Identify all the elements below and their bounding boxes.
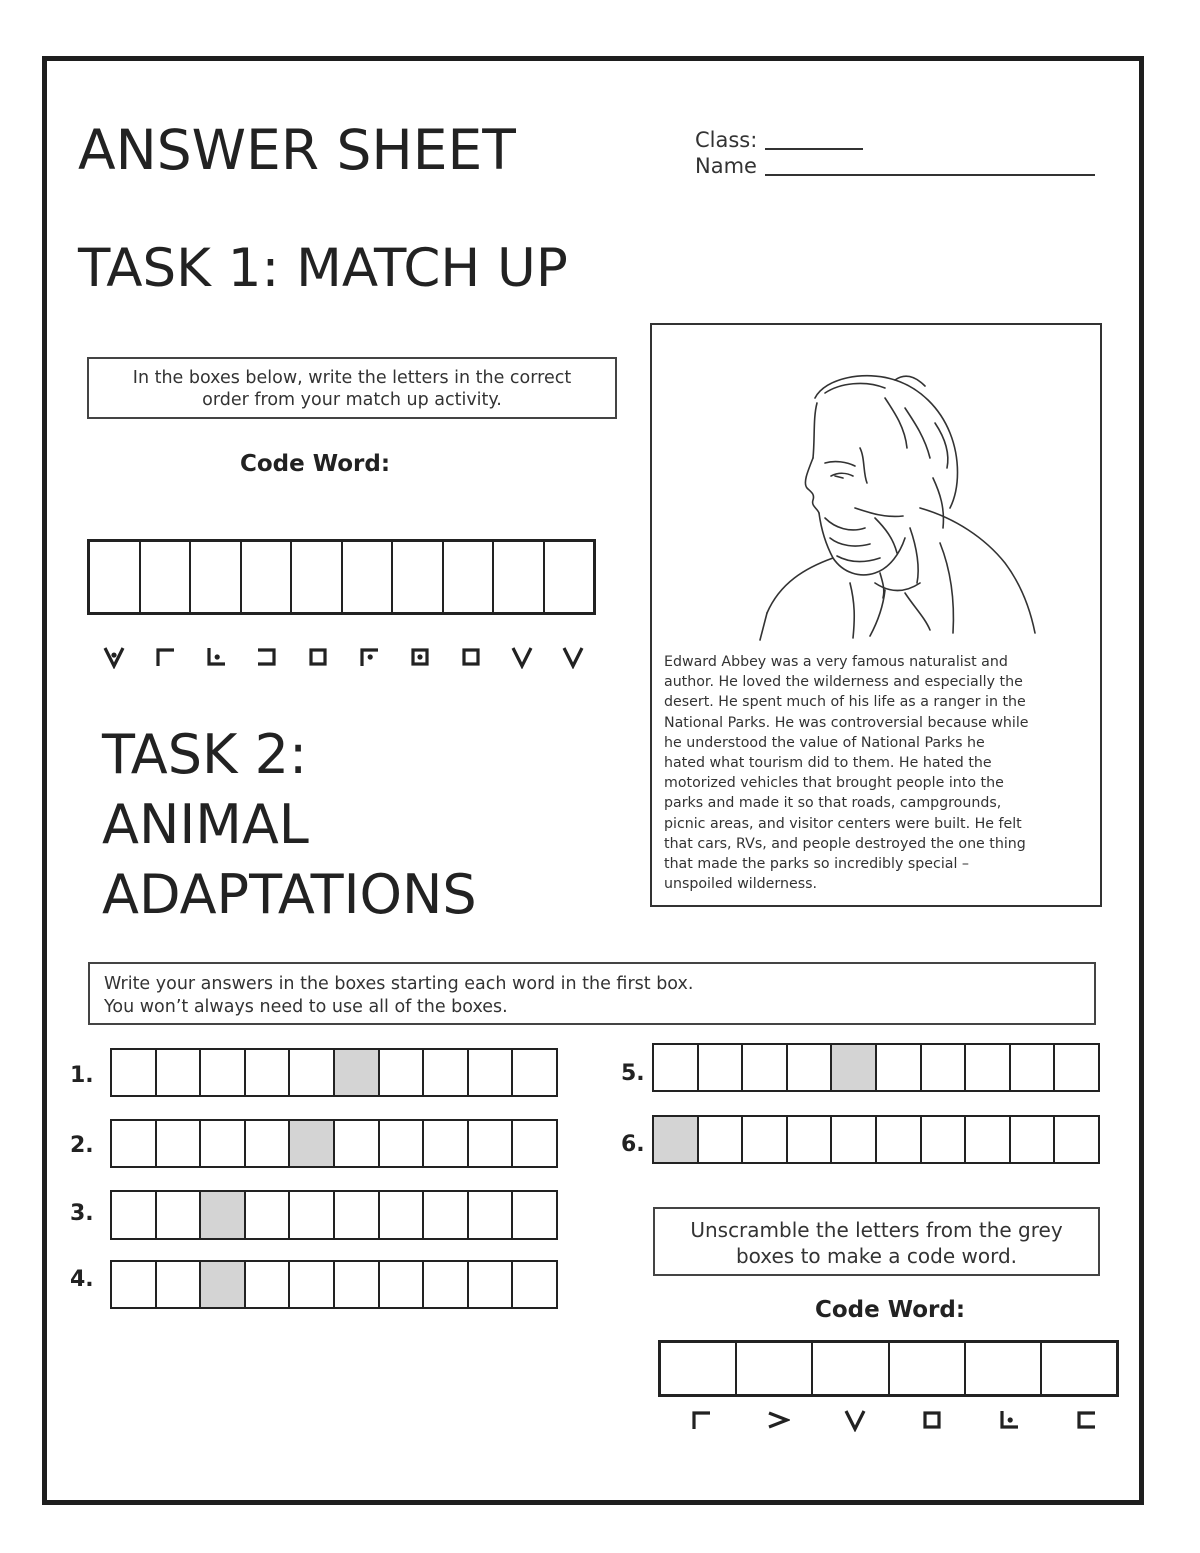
cipher-bracket-left-icon: [1074, 1408, 1098, 1432]
answer-row-number: 4.: [70, 1267, 94, 1292]
profile-text-line: picnic areas, and visitor centers were built. He felt: [664, 815, 1022, 832]
letter-box[interactable]: [513, 1192, 556, 1238]
letter-box[interactable]: [877, 1045, 922, 1090]
answer-row-number: 3.: [70, 1201, 94, 1226]
letter-box[interactable]: [513, 1121, 556, 1166]
letter-box[interactable]: [380, 1121, 425, 1166]
profile-text-line: that cars, RVs, and people destroyed the one thing: [664, 835, 1026, 852]
answer-row-number: 5.: [621, 1061, 645, 1086]
letter-box[interactable]: [545, 542, 594, 612]
profile-text-line: motorized vehicles that brought people into the: [664, 775, 1004, 792]
task2-code-cells: [658, 1340, 1119, 1397]
answer-row-4: [110, 1260, 558, 1309]
task2-title-line3: ADAPTATIONS: [102, 863, 477, 926]
task1-instruction-line1: In the boxes below, write the letters in the correct: [132, 368, 572, 388]
profile-text-line: parks and made it so that roads, campgrounds,: [664, 795, 1002, 812]
name-field: [695, 154, 757, 178]
letter-box[interactable]: [246, 1050, 291, 1095]
letter-box[interactable]: [469, 1192, 514, 1238]
profile-text-line: desert. He spent much of his life as a ranger in the: [664, 694, 1026, 711]
letter-box[interactable]: [246, 1121, 291, 1166]
page-title: ANSWER SHEET: [78, 118, 516, 182]
cipher-square-icon: [306, 645, 330, 669]
cipher-v-icon: [561, 645, 585, 669]
task1-title: TASK 1: MATCH UP: [78, 238, 568, 299]
task2-title-line1: TASK 2:: [102, 723, 308, 786]
letter-box[interactable]: [246, 1192, 291, 1238]
letter-box[interactable]: [157, 1050, 202, 1095]
task2-instruction-box: [88, 962, 1096, 1025]
answer-row-number: 6.: [621, 1132, 645, 1157]
letter-box[interactable]: [380, 1192, 425, 1238]
grey-letter-box[interactable]: [290, 1121, 335, 1166]
letter-box[interactable]: [343, 542, 394, 612]
unscramble-line1: Unscramble the letters from the grey: [690, 1218, 1063, 1242]
letter-box[interactable]: [424, 1192, 469, 1238]
letter-box[interactable]: [469, 1050, 514, 1095]
portrait-illustration: [755, 368, 1055, 648]
letter-box[interactable]: [112, 1121, 157, 1166]
name-input-line[interactable]: [765, 174, 1095, 176]
letter-box[interactable]: [743, 1117, 788, 1162]
profile-text-line: Edward Abbey was a very famous naturalist and: [664, 654, 1008, 670]
letter-box[interactable]: [469, 1262, 514, 1307]
letter-box[interactable]: [157, 1121, 202, 1166]
letter-box[interactable]: [737, 1343, 813, 1394]
letter-box[interactable]: [157, 1192, 202, 1238]
letter-box[interactable]: [469, 1121, 514, 1166]
letter-box[interactable]: [513, 1050, 556, 1095]
letter-box[interactable]: [112, 1192, 157, 1238]
letter-box[interactable]: [1042, 1343, 1116, 1394]
letter-box[interactable]: [191, 542, 242, 612]
letter-box[interactable]: [743, 1045, 788, 1090]
letter-box[interactable]: [877, 1117, 922, 1162]
profile-text-line: that made the parks so incredibly special –: [664, 856, 969, 873]
answer-row-5: [652, 1043, 1100, 1092]
cipher-v-icon: [510, 645, 534, 669]
answer-row-2: [110, 1119, 558, 1168]
cipher-chevron-right-icon: [766, 1408, 790, 1432]
unscramble-box: [653, 1207, 1100, 1276]
grey-letter-box[interactable]: [654, 1117, 699, 1162]
letter-box[interactable]: [788, 1045, 833, 1090]
letter-box[interactable]: [290, 1262, 335, 1307]
letter-box[interactable]: [141, 542, 192, 612]
letter-box[interactable]: [966, 1117, 1011, 1162]
answer-row-number: 1.: [70, 1063, 94, 1088]
task2-instruction-line2: You won’t always need to use all of the boxes.: [104, 997, 508, 1017]
letter-box[interactable]: [424, 1121, 469, 1166]
answer-row-number: 2.: [70, 1133, 94, 1158]
letter-box[interactable]: [335, 1121, 380, 1166]
letter-box[interactable]: [424, 1262, 469, 1307]
cipher-v-dot-icon: [102, 645, 126, 669]
grey-letter-box[interactable]: [201, 1192, 246, 1238]
unscramble-line2: boxes to make a code word.: [735, 1244, 1018, 1268]
class-label: Class:: [695, 128, 758, 152]
cipher-corner-bl-dot-icon: [997, 1408, 1021, 1432]
letter-box[interactable]: [1011, 1045, 1056, 1090]
letter-box[interactable]: [380, 1050, 425, 1095]
letter-box[interactable]: [246, 1262, 291, 1307]
letter-box[interactable]: [1055, 1117, 1098, 1162]
letter-box[interactable]: [654, 1045, 699, 1090]
task2-title: [102, 720, 477, 930]
answer-row-1: [110, 1048, 558, 1097]
task2-instruction-line1: Write your answers in the boxes starting each word in the first box.: [104, 974, 694, 994]
letter-box[interactable]: [201, 1050, 246, 1095]
letter-box[interactable]: [890, 1343, 966, 1394]
class-field: [695, 128, 757, 152]
grey-letter-box[interactable]: [335, 1050, 380, 1095]
task1-code-word-label: Code Word:: [239, 451, 391, 477]
task1-instruction-box: [87, 357, 617, 419]
letter-box[interactable]: [513, 1262, 556, 1307]
letter-box[interactable]: [335, 1192, 380, 1238]
letter-box[interactable]: [813, 1343, 889, 1394]
letter-box[interactable]: [290, 1192, 335, 1238]
answer-row-6: [652, 1115, 1100, 1164]
task2-title-line2: ANIMAL: [102, 793, 309, 856]
cipher-square-icon: [920, 1408, 944, 1432]
cipher-corner-bl-dot-icon: [204, 645, 228, 669]
letter-box[interactable]: [380, 1262, 425, 1307]
profile-text: [664, 652, 1094, 894]
letter-box[interactable]: [699, 1117, 744, 1162]
task2-code-word-label: Code Word:: [814, 1297, 966, 1323]
letter-box[interactable]: [832, 1117, 877, 1162]
letter-box[interactable]: [788, 1117, 833, 1162]
grey-letter-box[interactable]: [832, 1045, 877, 1090]
letter-box[interactable]: [112, 1262, 157, 1307]
letter-box[interactable]: [1011, 1117, 1056, 1162]
letter-box[interactable]: [922, 1045, 967, 1090]
cipher-corner-tl-icon: [689, 1408, 713, 1432]
name-label: Name: [695, 154, 757, 178]
letter-box[interactable]: [292, 542, 343, 612]
task1-code-cells: [87, 539, 596, 615]
letter-box[interactable]: [1055, 1045, 1098, 1090]
letter-box[interactable]: [922, 1117, 967, 1162]
letter-box[interactable]: [201, 1121, 246, 1166]
profile-text-line: unspoiled wilderness.: [664, 876, 818, 893]
grey-letter-box[interactable]: [201, 1262, 246, 1307]
letter-box[interactable]: [393, 542, 444, 612]
letter-box[interactable]: [335, 1262, 380, 1307]
cipher-square-dot-icon: [408, 645, 432, 669]
profile-text-line: author. He loved the wilderness and especially the: [664, 674, 1023, 691]
profile-text-line: hated what tourism did to them. He hated the: [664, 755, 992, 772]
letter-box[interactable]: [112, 1050, 157, 1095]
cipher-bracket-right-icon: [255, 645, 279, 669]
answer-row-3: [110, 1190, 558, 1240]
letter-box[interactable]: [661, 1343, 737, 1394]
profile-text-line: he understood the value of National Parks he: [664, 734, 985, 751]
class-input-line[interactable]: [765, 148, 863, 150]
cipher-v-icon: [843, 1408, 867, 1432]
letter-box[interactable]: [699, 1045, 744, 1090]
letter-box[interactable]: [157, 1262, 202, 1307]
letter-box[interactable]: [966, 1045, 1011, 1090]
letter-box[interactable]: [242, 542, 293, 612]
profile-text-line: National Parks. He was controversial because while: [664, 714, 1029, 731]
letter-box[interactable]: [90, 542, 141, 612]
letter-box[interactable]: [424, 1050, 469, 1095]
cipher-corner-tl-icon: [153, 645, 177, 669]
cipher-corner-tl-dot-icon: [357, 645, 381, 669]
letter-box[interactable]: [290, 1050, 335, 1095]
letter-box[interactable]: [444, 542, 495, 612]
cipher-square-icon: [459, 645, 483, 669]
letter-box[interactable]: [494, 542, 545, 612]
letter-box[interactable]: [966, 1343, 1042, 1394]
task1-instruction-line2: order from your match up activity.: [202, 390, 502, 410]
